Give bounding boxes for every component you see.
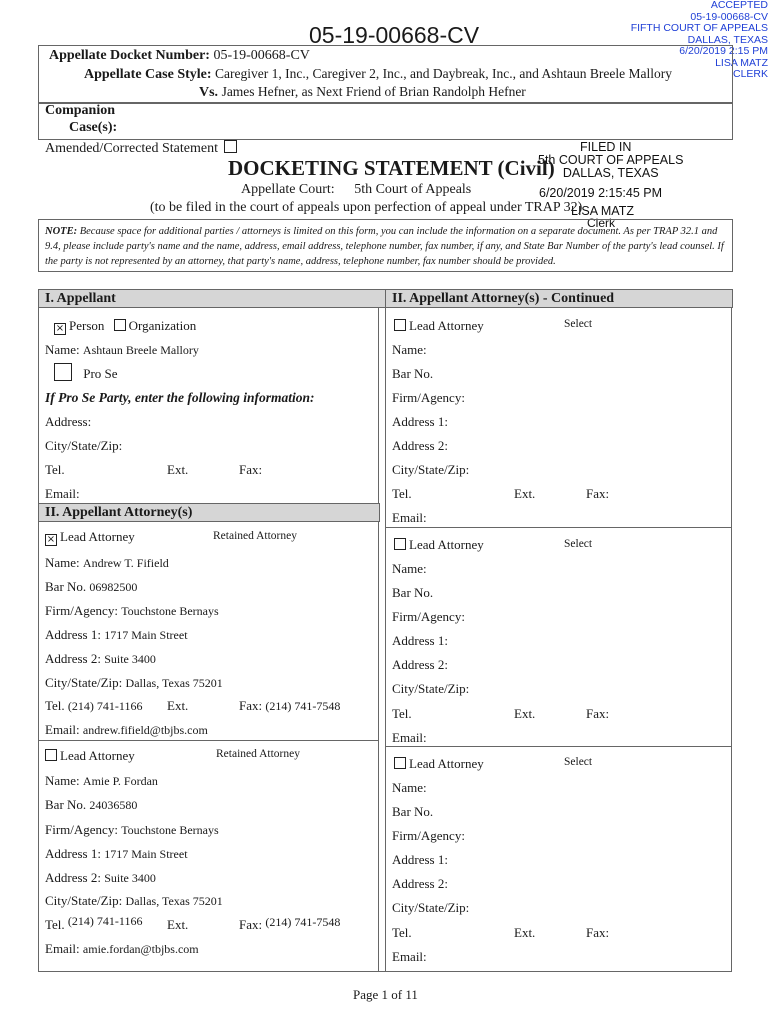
stamp-line: 6/20/2019 2:15 PM [679, 45, 768, 57]
cont-3-firm-label: Firm/Agency: [392, 828, 465, 843]
attorney-1-csz[interactable]: Dallas, Texas 75201 [125, 676, 223, 690]
cont-2-name-label: Name: [392, 561, 427, 576]
attorney-2-bar[interactable]: 24036580 [89, 798, 138, 812]
cont-1-select[interactable]: Select [564, 318, 593, 330]
cont-2-ext-label: Ext. [514, 706, 536, 721]
organization-checkbox[interactable] [114, 319, 126, 331]
attorney-2-fax-label: Fax: [239, 917, 263, 932]
cont-2-bar-label: Bar No. [392, 585, 434, 600]
column-divider-left [378, 307, 379, 972]
attorney-1-firm-row [45, 603, 219, 619]
appellant-section-title: I. Appellant [45, 291, 116, 306]
note-label: NOTE: [45, 226, 78, 237]
attorney-1-addr1[interactable]: 1717 Main Street [104, 628, 188, 642]
filed-line: 5th COURT OF APPEALS [538, 153, 684, 167]
attorney-1-type[interactable]: Retained Attorney [213, 530, 297, 542]
case-style-label: Appellate Case Style: [84, 67, 212, 82]
docket-label: Appellate Docket Number: [49, 48, 210, 63]
case-number: 05-19-00668-CV [309, 22, 480, 48]
attorney-2-addr2-row [45, 870, 156, 886]
companion-box [38, 102, 733, 140]
cont-2-fax-label: Fax: [586, 706, 610, 721]
attorney-1-tel[interactable]: (214) 741-1166 [67, 699, 143, 713]
attorney-1-lead-label: Lead Attorney [60, 529, 135, 544]
appellant-csz-label: City/State/Zip: [45, 438, 123, 453]
note-text [45, 224, 727, 269]
attorney-1-addr1-row [45, 627, 188, 643]
attorney-1-lead-checkbox[interactable]: × [46, 534, 56, 545]
cont-1-lead-label: Lead Attorney [409, 318, 484, 333]
docket-row [49, 48, 310, 64]
cont-1-firm-label: Firm/Agency: [392, 390, 465, 405]
attorney-1-divider [38, 740, 379, 741]
docket-value: 05-19-00668-CV [213, 48, 310, 63]
column-divider-right [385, 307, 386, 972]
cont-1-lead-checkbox[interactable] [394, 319, 406, 331]
attorney-1-fax-label: Fax: [239, 698, 263, 713]
attorney-2-csz-row [45, 893, 223, 909]
attorney-2-bar-label: Bar No. [45, 797, 87, 812]
attorneys-section-header [38, 503, 380, 522]
stamp-line: CLERK [732, 68, 768, 80]
attorney-2-tel[interactable]: (214) 741-1166 [67, 914, 143, 928]
attorney-1-firm[interactable]: Touchstone Bernays [121, 604, 219, 618]
cont-3-name-label: Name: [392, 780, 427, 795]
stamp-line: FIFTH COURT OF APPEALS [630, 22, 768, 34]
amended-label: Amended/Corrected Statement [45, 141, 218, 156]
attorney-2-csz[interactable]: Dallas, Texas 75201 [125, 894, 223, 908]
filed-line: FILED IN [580, 140, 632, 154]
right-column-border [731, 307, 732, 972]
cont-3-ext-label: Ext. [514, 925, 536, 940]
attorney-1-bar[interactable]: 06982500 [89, 580, 138, 594]
appellant-email-label: Email: [45, 486, 80, 501]
appellant-address-label: Address: [45, 414, 92, 429]
attorney-2-email-label: Email: [45, 941, 80, 956]
attorney-1-addr2-row [45, 651, 156, 667]
attorney-2-addr1-label: Address 1: [45, 846, 101, 861]
attorney-1-fax[interactable]: (214) 741-7548 [265, 699, 341, 713]
subtitle: (to be filed in the court of appeals upon perfection of appeal under TRAP 32) [150, 200, 583, 215]
attorney-2-firm[interactable]: Touchstone Bernays [121, 823, 219, 837]
cont-1-addr2-label: Address 2: [392, 438, 448, 453]
pro-se-label: Pro Se [83, 366, 118, 381]
cont-3-bar-label: Bar No. [392, 804, 434, 819]
attorney-1-lead-row [45, 529, 135, 546]
attorney-1-bar-label: Bar No. [45, 579, 87, 594]
attorney-2-name[interactable]: Amie P. Fordan [82, 774, 158, 788]
cont-2-addr2-label: Address 2: [392, 657, 448, 672]
cont-3-select[interactable]: Select [564, 756, 593, 768]
organization-label: Organization [128, 318, 197, 333]
person-label: Person [69, 318, 105, 333]
companion-label-1: Companion [45, 103, 116, 118]
cont-3-csz-label: City/State/Zip: [392, 900, 470, 915]
left-column-border [38, 307, 39, 972]
filed-clerk-name: LISA MATZ [571, 204, 634, 218]
stamp-line: LISA MATZ [715, 56, 768, 69]
attorney-1-firm-label: Firm/Agency: [45, 603, 118, 618]
cont-3-addr2-label: Address 2: [392, 876, 448, 891]
cont-1-addr1-label: Address 1: [392, 414, 448, 429]
cont-1-lead-row [394, 318, 484, 334]
attorney-2-addr1[interactable]: 1717 Main Street [104, 847, 188, 861]
cont-3-lead-row [394, 756, 484, 772]
attorney-1-ext-label: Ext. [167, 698, 189, 713]
party-type-row [54, 318, 196, 335]
note-body: Because space for additional parties / attorneys is limited on this form, you can include the information on a separate document. As per TRAP 32.1 and 9.4, please include party's name and the name, address, email address, telephone number, fax number, if any, and State Bar Number of the party's lead counsel. If the party is not represented by an attorney, that party's name, address, telephone number, fax number should be provided. [45, 226, 724, 267]
appellate-court-label: Appellate Court: [241, 182, 335, 197]
cont-3-lead-label: Lead Attorney [409, 756, 484, 771]
attorneys-section-title: II. Appellant Attorney(s) [45, 505, 193, 520]
attorney-1-addr1-label: Address 1: [45, 627, 101, 642]
filed-stamp [538, 141, 683, 180]
amended-checkbox[interactable] [224, 140, 237, 153]
vs-value: James Hefner, as Next Friend of Brian Randolph Hefner [221, 84, 526, 99]
appellant-section-header [38, 289, 386, 308]
vs-row [199, 84, 526, 101]
companion-label-2: Case(s): [69, 120, 118, 135]
pro-se-checkbox[interactable] [54, 363, 72, 381]
appellant-name-value[interactable]: Ashtaun Breele Mallory [82, 343, 199, 357]
attorney-1-email[interactable]: andrew.fifield@tbjbs.com [82, 723, 208, 737]
attorney-2-name-row [45, 773, 158, 789]
continued-section-title: II. Appellant Attorney(s) - Continued [392, 291, 615, 306]
amended-row [45, 140, 240, 157]
stamp-line: ACCEPTED [710, 0, 768, 11]
attorney-2-lead-row [45, 748, 135, 764]
attorney-2-addr2[interactable]: Suite 3400 [104, 871, 156, 885]
stamp-line: 05-19-00668-CV [690, 10, 768, 23]
appellant-tel-label: Tel. [45, 462, 65, 477]
attorney-1-csz-row [45, 675, 223, 691]
attorney-2-fax-row [239, 917, 340, 933]
cont-1-fax-label: Fax: [586, 486, 610, 501]
cont-2-firm-label: Firm/Agency: [392, 609, 465, 624]
vs-label: Vs. [199, 85, 219, 100]
appellant-ext-label: Ext. [167, 462, 189, 477]
filed-line: DALLAS, TEXAS [562, 166, 659, 180]
cont-2-lead-checkbox[interactable] [394, 538, 406, 550]
cont-2-tel-label: Tel. [392, 706, 412, 721]
cont-1-csz-label: City/State/Zip: [392, 462, 470, 477]
filed-datetime: 6/20/2019 2:15:45 PM [539, 186, 663, 200]
cont-2-addr1-label: Address 1: [392, 633, 448, 648]
pro-se-heading: If Pro Se Party, enter the following information: [45, 390, 315, 405]
appellant-fax-label: Fax: [239, 462, 263, 477]
attorney-1-tel-label: Tel. [45, 698, 65, 713]
cont-3-lead-checkbox[interactable] [394, 757, 406, 769]
appellate-court-value: 5th Court of Appeals [354, 182, 472, 197]
cont-1-bar-label: Bar No. [392, 366, 434, 381]
case-style-row [84, 66, 672, 83]
cont-3-fax-label: Fax: [586, 925, 610, 940]
attorney-2-tel-row [45, 914, 143, 933]
attorney-1-tel-row [45, 698, 142, 714]
cont-1-name-label: Name: [392, 342, 427, 357]
attorney-2-addr2-label: Address 2: [45, 870, 101, 885]
cont-3-email-label: Email: [392, 949, 427, 964]
cont-1-email-label: Email: [392, 510, 427, 525]
cont-1-tel-label: Tel. [392, 486, 412, 501]
continued-section-header [385, 289, 733, 308]
cont-2-lead-row [394, 537, 484, 553]
attorney-1-bar-row [45, 579, 137, 595]
attorney-1-fax-row [239, 698, 340, 714]
attorney-2-email[interactable]: amie.fordan@tbjbs.com [82, 942, 199, 956]
attorney-2-type[interactable]: Retained Attorney [216, 748, 300, 760]
person-checkbox[interactable]: × [55, 323, 65, 334]
attorney-2-tel-label: Tel. [45, 917, 65, 932]
attorney-1-email-row [45, 722, 208, 738]
attorney-1-addr2-label: Address 2: [45, 651, 101, 666]
attorney-1-csz-label: City/State/Zip: [45, 675, 123, 690]
filed-clerk-title: Clerk [587, 216, 616, 230]
attorney-2-name-label: Name: [45, 773, 80, 788]
appellant-name-label: Name: [45, 342, 80, 357]
cont-2-csz-label: City/State/Zip: [392, 681, 470, 696]
cont-2-email-label: Email: [392, 730, 427, 745]
page-number: Page 1 of 11 [353, 987, 418, 1002]
attorney-1-name-row [45, 555, 169, 571]
attorney-1-name-label: Name: [45, 555, 80, 570]
pro-se-row [54, 363, 118, 382]
cont-2-divider [385, 746, 732, 747]
attorney-2-bar-row [45, 797, 137, 813]
attorney-2-ext-label: Ext. [167, 917, 189, 932]
appellant-name-row [45, 342, 199, 358]
appellate-court-row [241, 182, 471, 198]
attorney-1-email-label: Email: [45, 722, 80, 737]
bottom-border [38, 971, 732, 972]
cont-1-ext-label: Ext. [514, 486, 536, 501]
page-title: DOCKETING STATEMENT (Civil) [228, 156, 555, 180]
attorney-1-addr2[interactable]: Suite 3400 [104, 652, 156, 666]
attorney-2-lead-checkbox[interactable] [45, 749, 57, 761]
attorney-2-email-row [45, 941, 199, 957]
cont-3-tel-label: Tel. [392, 925, 412, 940]
cont-3-addr1-label: Address 1: [392, 852, 448, 867]
attorney-2-addr1-row [45, 846, 188, 862]
attorney-2-lead-label: Lead Attorney [60, 748, 135, 763]
cont-2-lead-label: Lead Attorney [409, 537, 484, 552]
stamp-line: DALLAS, TEXAS [687, 33, 768, 46]
attorney-2-fax[interactable]: (214) 741-7548 [265, 915, 341, 929]
attorney-2-csz-label: City/State/Zip: [45, 893, 123, 908]
cont-2-select[interactable]: Select [564, 538, 593, 550]
attorney-2-firm-row [45, 822, 219, 838]
case-style-value: Caregiver 1, Inc., Caregiver 2, Inc., and Daybreak, Inc., and Ashtaun Breele Mallory [215, 66, 673, 81]
attorney-2-firm-label: Firm/Agency: [45, 822, 118, 837]
attorney-1-name[interactable]: Andrew T. Fifield [82, 556, 169, 570]
cont-1-divider [385, 527, 732, 528]
